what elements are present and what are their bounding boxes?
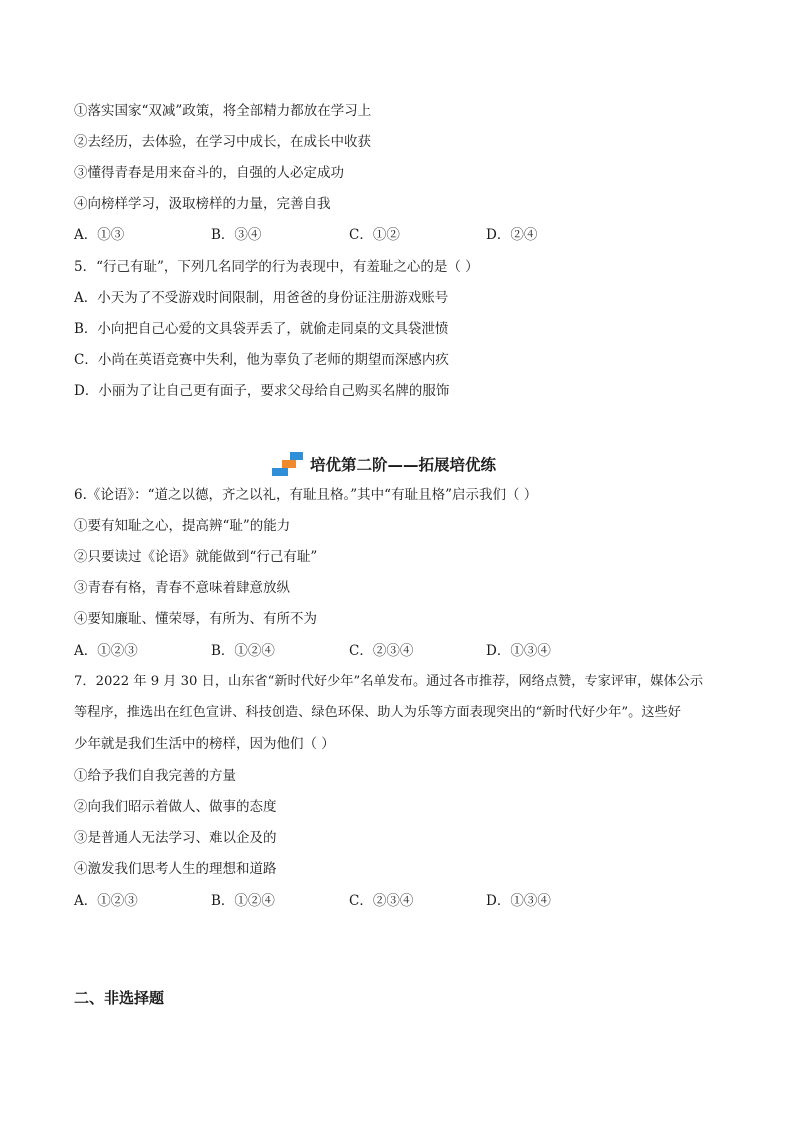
q5-option-d[interactable]: D．小丽为了让自己更有面子，要求父母给自己购买名牌的服饰 (74, 383, 450, 399)
stairs-icon (272, 452, 304, 476)
q4-option-a[interactable]: A．①③ (74, 227, 125, 243)
q4-item-2: ②去经历，去体验，在学习中成长，在成长中收获 (74, 134, 371, 150)
q4-item-1: ①落实国家“双减”政策，将全部精力都放在学习上 (74, 103, 372, 119)
q6-item-2: ②只要读过《论语》就能做到“行己有耻” (74, 549, 318, 565)
q6-item-4: ④要知廉耻、懂荣辱，有所为、有所不为 (74, 611, 317, 627)
q7-option-d[interactable]: D．①③④ (486, 893, 551, 909)
q7-item-1: ①给予我们自我完善的方量 (74, 768, 236, 784)
q6-stem: 6.《论语》：“道之以德，齐之以礼，有耻且格。”其中“有耻且格”启示我们（ ） (74, 487, 538, 503)
q6-option-c[interactable]: C．②③④ (349, 643, 414, 659)
part2-heading: 二、非选择题 (74, 989, 165, 1007)
q7-option-b[interactable]: B．①②④ (211, 893, 275, 909)
q7-item-2: ②向我们昭示着做人、做事的态度 (74, 799, 277, 815)
q6-option-b[interactable]: B．①②④ (211, 643, 275, 659)
q7-item-3: ③是普通人无法学习、难以企及的 (74, 830, 277, 846)
q5-option-c[interactable]: C．小尚在英语竞赛中失利，他为辜负了老师的期望而深感内疚 (74, 352, 449, 368)
q5-option-a[interactable]: A．小天为了不受游戏时间限制，用爸爸的身份证注册游戏账号 (74, 290, 449, 306)
section-title-text: 培优第二阶——拓展培优练 (310, 456, 497, 474)
q6-option-d[interactable]: D．①③④ (486, 643, 551, 659)
q4-option-d[interactable]: D．②④ (486, 227, 538, 243)
q5-option-b[interactable]: B．小向把自己心爱的文具袋弄丢了，就偷走同桌的文具袋泄愤 (74, 321, 449, 337)
q7-stem-line-2: 等程序，推选出在红色宣讲、科技创造、绿色环保、助人为乐等方面表现突出的“新时代好少年”。这些好 (74, 705, 681, 720)
q6-option-a[interactable]: A．①②③ (74, 643, 138, 659)
q4-item-4: ④向榜样学习，汲取榜样的力量，完善自我 (74, 196, 331, 212)
q4-item-3: ③懂得青春是用来奋斗的，自强的人必定成功 (74, 165, 344, 181)
q7-option-c[interactable]: C．②③④ (349, 893, 414, 909)
q7-stem-line-1: 7．2022 年 9 月 30 日，山东省“新时代好少年”名单发布。通过各市推荐，网络点赞，专家评审，媒体公示 (74, 674, 704, 689)
q7-options (74, 891, 574, 911)
q4-options (74, 225, 574, 245)
q7-stem-line-3: 少年就是我们生活中的榜样，因为他们（ ） (74, 736, 335, 752)
section-title (272, 452, 496, 476)
q7-option-a[interactable]: A．①②③ (74, 893, 138, 909)
q6-item-1: ①要有知耻之心，提高辨“耻”的能力 (74, 518, 291, 534)
q4-option-b[interactable]: B．③④ (211, 227, 262, 243)
q6-options (74, 641, 574, 661)
q7-item-4: ④激发我们思考人生的理想和道路 (74, 861, 277, 877)
q5-stem: 5．“行己有耻”，下列几名同学的行为表现中，有羞耻之心的是（ ） (74, 259, 479, 275)
q6-item-3: ③青春有格，青春不意味着肆意放纵 (74, 580, 290, 596)
q4-option-c[interactable]: C．①② (349, 227, 400, 243)
